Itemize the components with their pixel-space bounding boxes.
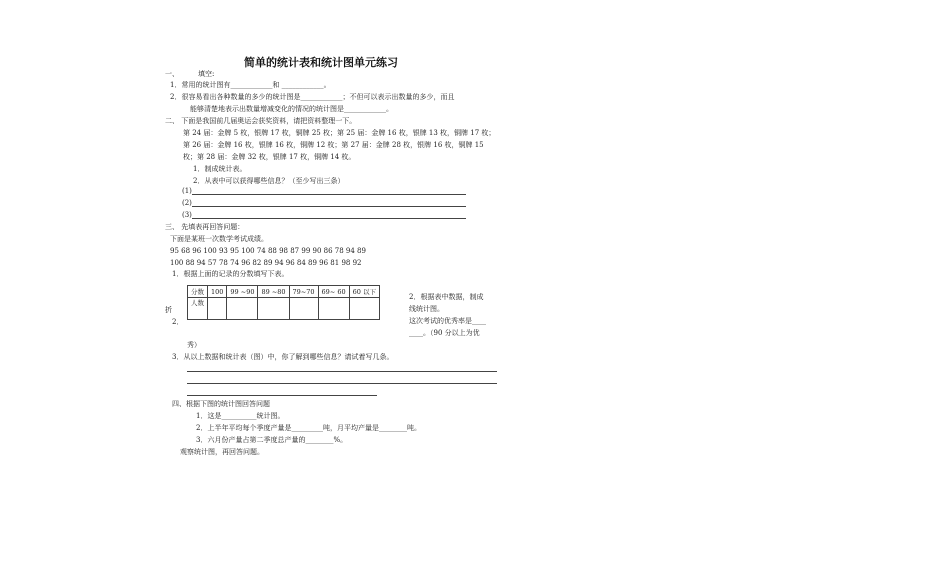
right-text-continued: 秀） — [187, 341, 201, 349]
answer-label-1: (1) — [182, 187, 192, 195]
answer-line-1[interactable] — [192, 194, 466, 195]
answer-line-6[interactable] — [187, 395, 377, 396]
section3-intro: 下面是某班一次数学考试成绩。 — [170, 235, 268, 243]
section1-question1: 1．常用的统计图有____________和 ____________。 — [170, 81, 331, 89]
section1-number: 一、 — [165, 70, 179, 78]
section4-footer: 观察统计图，再回答问题。 — [180, 448, 264, 456]
section4-question3: 3．六月份产量占第二季度总产量的________%。 — [196, 436, 348, 444]
section2-task2: 2．从表中可以获得哪些信息？（至少写出三条） — [193, 177, 345, 185]
answer-label-2: (2) — [182, 199, 192, 207]
table-input-cell[interactable] — [318, 298, 349, 320]
section4-question2: 2．上半年平均每个季度产量是_________吨，月平均产量是________吨。 — [196, 424, 421, 432]
section3-task3: 3．从以上数据和统计表（图）中，你了解到哪些信息？请试着写几条。 — [172, 353, 394, 361]
section3-heading: 三、 先填表再回答问题： — [165, 223, 245, 231]
table-row-label: 人数 — [188, 298, 208, 320]
section4-question1: 1．这是__________统计图。 — [196, 412, 285, 420]
table-input-cell[interactable] — [258, 298, 289, 320]
table-input-cell[interactable] — [349, 298, 379, 320]
section2-heading: 二、 下面是我国前几届奥运会获奖资料，请把资料整理一下。 — [165, 117, 357, 125]
table-header-cell: 60 以下 — [349, 286, 379, 298]
table-header-cell: 69~ 60 — [318, 286, 349, 298]
olympics-data-line-3: 枚；第 28 届：金牌 32 枚，银牌 17 枚，铜牌 14 枚。 — [183, 153, 356, 161]
section1-question2-line1: 2．很容易看出各种数量的多少的统计图是____________；不但可以表示出数量的多少，而且 — [170, 93, 455, 101]
right-text-line-4: ____。（90 分以上为优 — [409, 329, 480, 337]
table-input-cell[interactable] — [227, 298, 258, 320]
answer-line-4[interactable] — [187, 371, 497, 372]
table-header-cell: 100 — [208, 286, 227, 298]
table-header-cell: 99 ~90 — [227, 286, 258, 298]
table-row — [188, 286, 380, 298]
right-text-line-2: 线统计图。 — [409, 305, 444, 313]
table-header-cell: 89 ~80 — [258, 286, 289, 298]
section2-task1: 1．制成统计表。 — [193, 165, 247, 173]
section1-question2-line2: 能够清楚地表示出数量增减变化的情况的统计图是____________。 — [190, 105, 393, 113]
table-input-cell[interactable] — [208, 298, 227, 320]
table-header-cell: 79~70 — [289, 286, 318, 298]
answer-label-3: (3) — [182, 211, 192, 219]
section3-task1: 1．根据上面的记录的分数填写下表。 — [172, 270, 289, 278]
right-text-line-1: 2．根据表中数据，制成 — [409, 293, 484, 301]
answer-line-5[interactable] — [187, 383, 497, 384]
olympics-data-line-1: 第 24 届：金牌 5 枚，银牌 17 枚，铜牌 25 枚；第 25 届：金牌 16 枚，银牌 13 枚，铜牌 17 枚； — [183, 129, 496, 137]
answer-line-2[interactable] — [192, 206, 466, 207]
table-input-cell[interactable] — [289, 298, 318, 320]
scores-line-2: 100 88 94 57 78 74 96 82 89 94 96 84 89 96 81 98 92 — [170, 259, 362, 267]
answer-line-3[interactable] — [192, 218, 466, 219]
score-frequency-table — [187, 285, 380, 320]
table-row — [188, 298, 380, 320]
section4-heading: 四、根据下图的统计图回答问题 — [172, 400, 270, 408]
section1-heading: 填空: — [198, 70, 215, 78]
table-header-cell: 分数 — [188, 286, 208, 298]
scores-line-1: 95 68 96 100 93 95 100 74 88 98 87 99 90 86 78 94 89 — [170, 247, 366, 255]
right-text-line-3: 这次考试的优秀率是____ — [409, 317, 486, 325]
olympics-data-line-2: 第 26 届：金牌 16 枚，银牌 16 枚，铜牌 12 枚；第 27 届：金牌 28 枚，银牌 16 枚，铜牌 15 — [183, 141, 484, 149]
side-label-number: 2． — [172, 318, 184, 326]
side-label-fold: 折 — [165, 306, 172, 314]
page-title: 简单的统计表和统计图单元练习 — [244, 56, 398, 69]
